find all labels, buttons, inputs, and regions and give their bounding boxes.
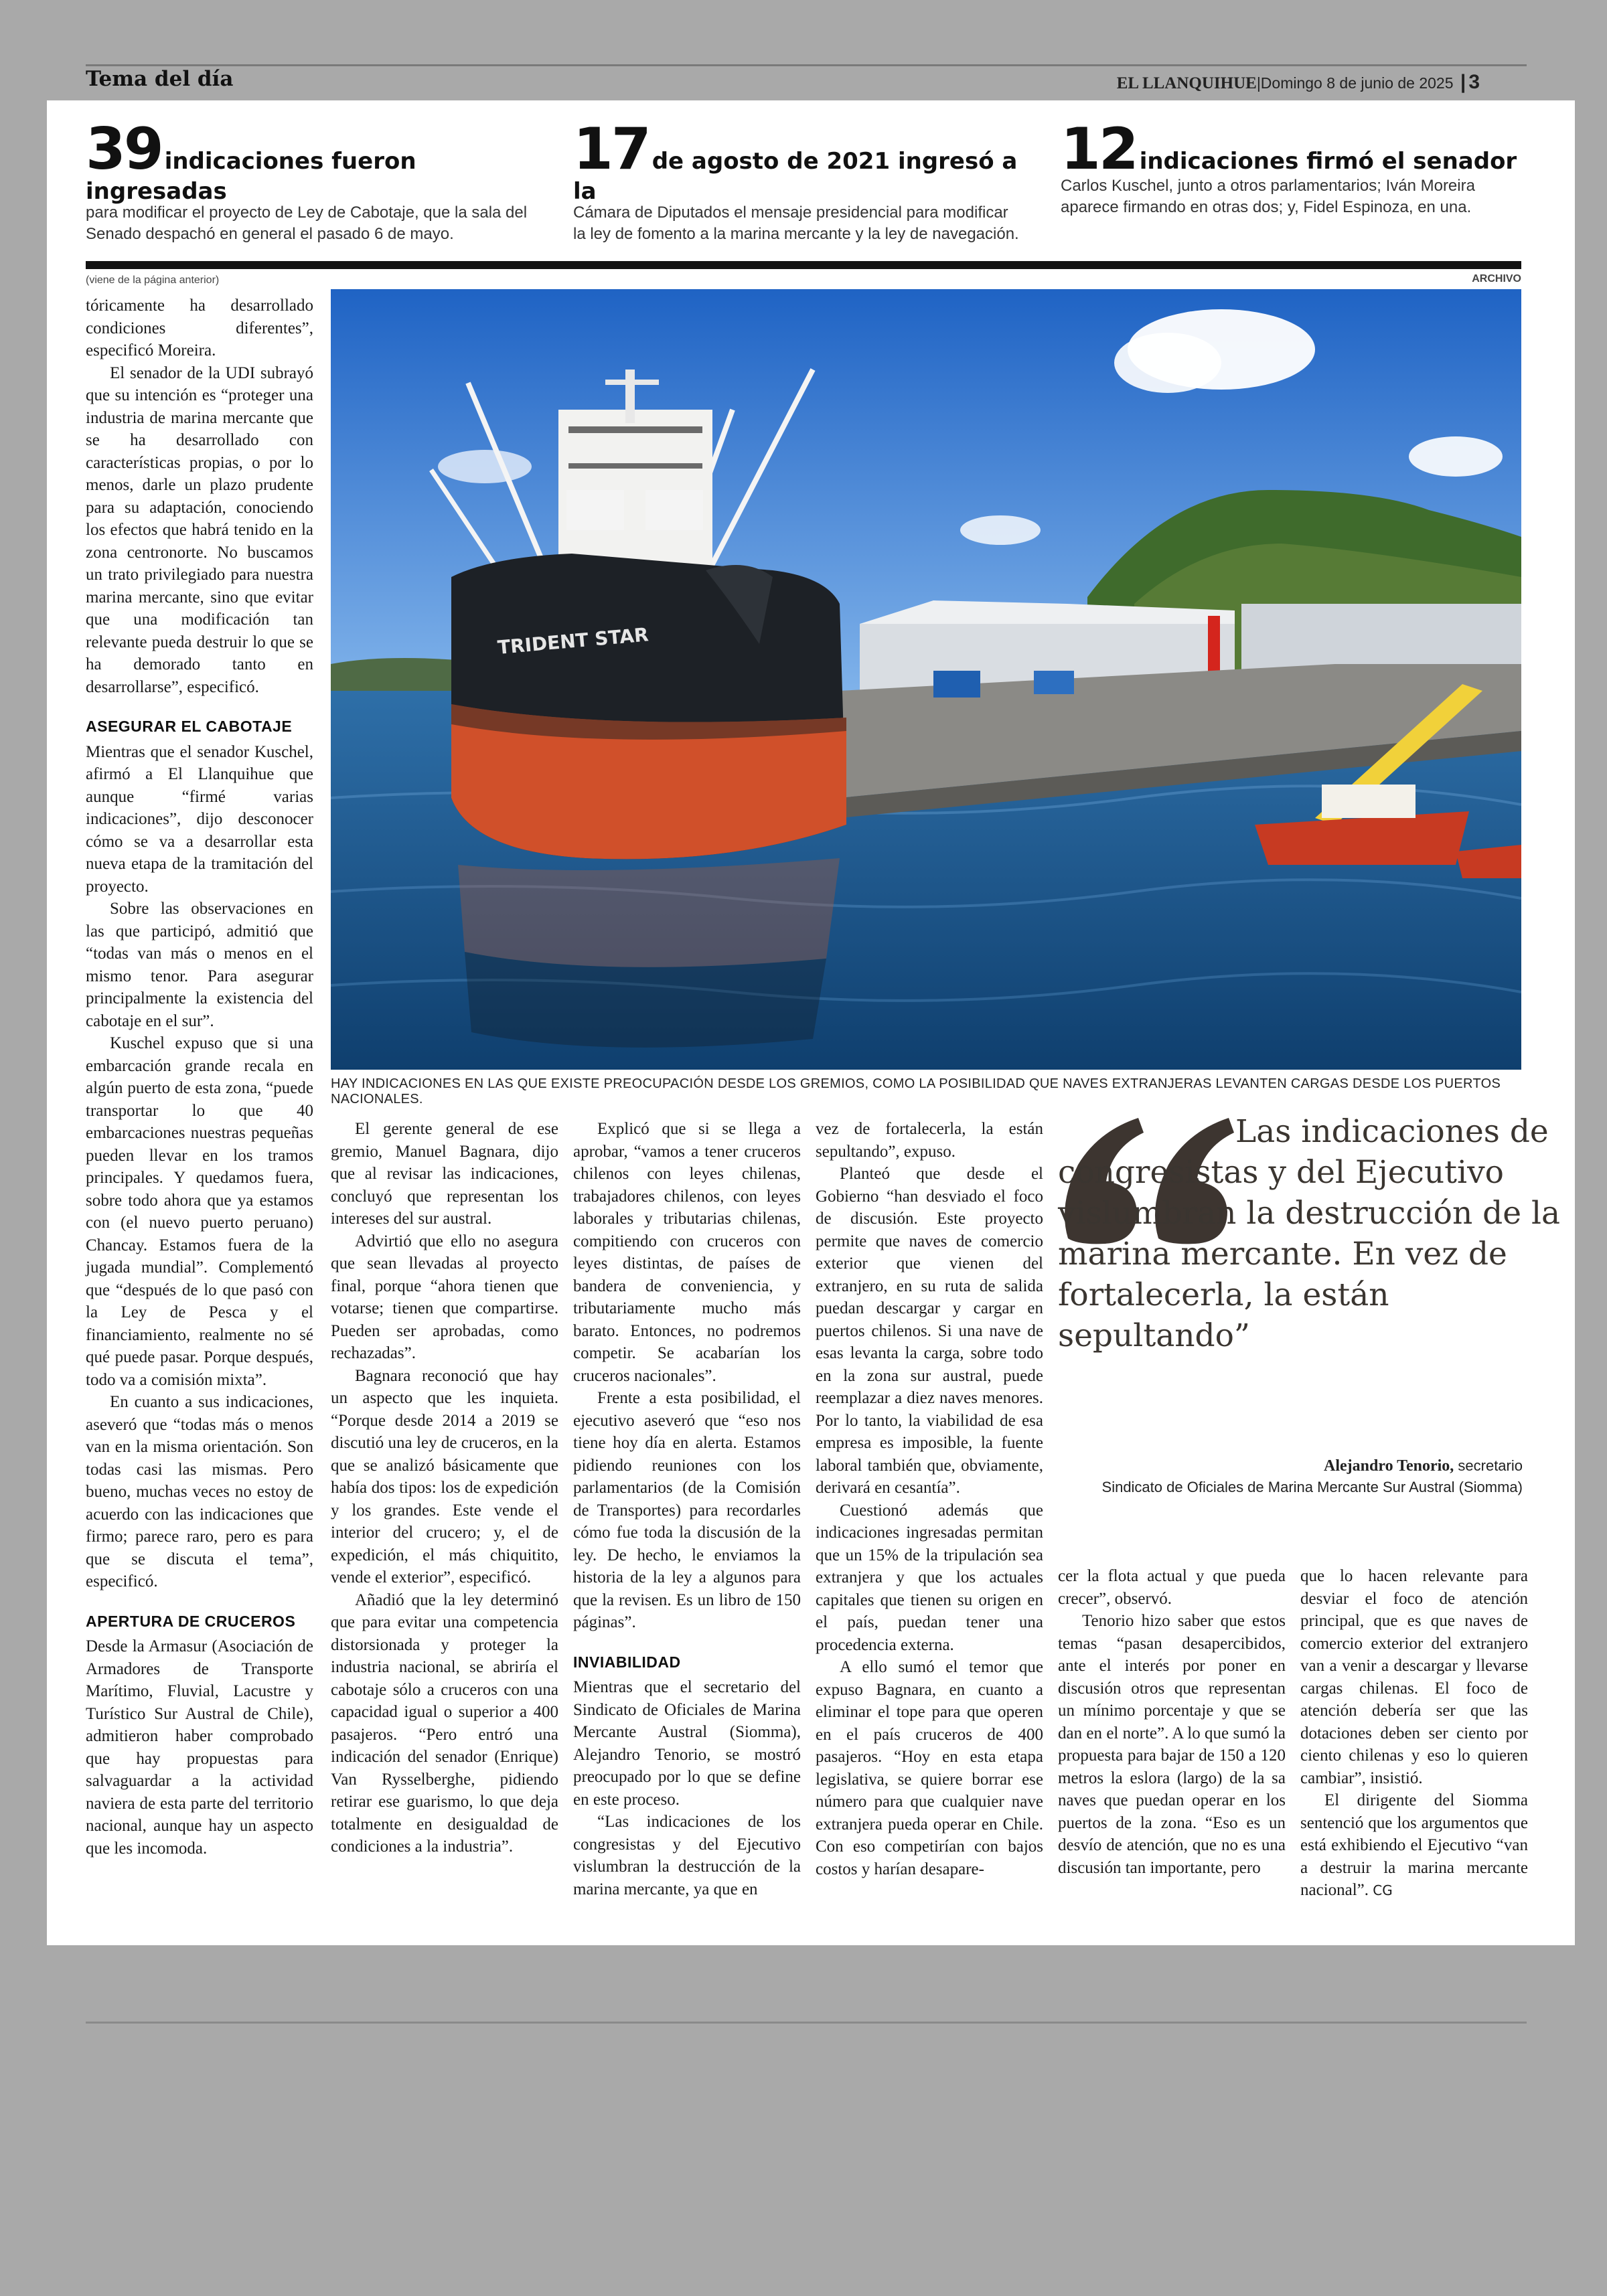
fact-detail-line: para modificar el proyecto de Ley de Cabotaje, que la sala del	[86, 203, 528, 222]
closing-text: El dirigente del Siomma sentenció que los argumentos que está exhibiendo el Ejecutivo “van a destruir la marina mercante nacional”.	[1300, 1791, 1528, 1899]
fact-lead: indicaciones fueron ingresadas	[86, 148, 416, 205]
paragraph: Añadió que la ley determinó que para evitar una competencia distorsionada y proteger la industria nacional, se abriría el cabotaje sólo a cruceros con una capacidad igual o superior a 400 pasajeros. “Pero entró una indicación del senador (Enrique) Van Rysselberghe, pidiendo retirar ese guarismo, lo que deja totalmente en desigualdad de condiciones a la industria”.	[331, 1590, 558, 1856]
header-separator: |	[1256, 74, 1261, 92]
paragraph	[1300, 1789, 1528, 1902]
ship-photo	[331, 289, 1521, 1070]
fact-number: 17	[573, 116, 649, 183]
paragraph: Mientras que el senador Kuschel, afirmó a El Llanquihue que aunque “firmé varias indicaciones”, dijo desconocer cómo se va a desarrollar esta nueva etapa de la tramitación del proyecto.	[86, 742, 313, 896]
article-column-6	[1300, 1565, 1528, 1902]
fact-detail-line: aparece firmando en otras dos; y, Fidel Espinoza, en una.	[1061, 198, 1472, 216]
paragraph: Sobre las observaciones en las que participó, admitió que “todas van más o menos en el mismo tenor. Para asegurar principalmente la existencia del cabotaje en el sur”.	[86, 900, 313, 1030]
newspaper-page	[47, 100, 1575, 1945]
paragraph: A ello sumó el temor que expuso Bagnara, en cuanto a eliminar el tope para que operen en el país cruceros de 400 pasajeros. “Hoy en esta etapa legislativa, se quiere borrar ese número para que cualquier nave extranjera pueda operar en Chile. Con eso competirían con bajos costos y harían desapare-	[816, 1658, 1043, 1878]
paragraph: En cuanto a sus indicaciones, aseveró que “todas más o menos van en la misma orientación. Son todas casi las mismas. Pero bueno, muchas veces no estoy de acuerdo con las indicaciones que firmo; parece raro, pero es para que se discuta el tema”, especificó.	[86, 1393, 313, 1590]
article-column-5	[1058, 1565, 1286, 1879]
publication-line	[1117, 71, 1480, 94]
paragraph: Desde la Armasur (Asociación de Armadores de Transporte Marítimo, Fluvial, Lacustre y Turístico Sur Austral de Chile), admitieron haber comprobado que hay propuestas para salvaguardar a la actividad naviera de esta parte del territorio nacional, aunque hay un aspecto que les incomoda.	[86, 1637, 313, 1858]
fact-detail-line: Cámara de Diputados el mensaje presidencial para modificar	[573, 203, 1008, 222]
paragraph: Explicó que si se llega a aprobar, “vamos a tener cruceros chilenos con leyes chilenas, trabajadores chilenos, con leyes laborales y tributarias chilenas, compitiendo con cruceros con leyes distintas, de países de bandera de conveniencia, y tributariamente mucho más barato. Entonces, no podremos competir. Se acabarían los cruceros nacionales”.	[573, 1120, 801, 1385]
fact-detail-line: Carlos Kuschel, junto a otros parlamentarios; Iván Moreira	[1061, 177, 1475, 195]
paragraph: que lo hacen relevante para desviar el foco de atención principal, que es que naves de comercio exterior del extranjero van a venir a descargar y llevarse cargas chilenas. El foco de atención debería ser que las dotaciones deben ser ciento por ciento chilenas y eso lo quieren cambiar”, insistió.	[1300, 1567, 1528, 1787]
article-column-3	[573, 1118, 801, 1900]
end-mark: CG	[1373, 1882, 1393, 1898]
fact-lead: de agosto de 2021 ingresó a la	[573, 148, 1018, 205]
issue-date: Domingo 8 de junio de 2025	[1260, 74, 1454, 92]
paragraph: Planteó que desde el Gobierno “han desviado el foco de discusión. Este proyecto permite que naves de comercio exterior que vienen del extranjero, en su ruta de salida puedan descargar y cargar en puertos chilenos. Si una nave de esas levanta la carga, sobre todo en la zona sur austral, puede reemplazar a diez naves menores. Por lo tanto, la viabilidad de esa empresa es imposible, la fuente laboral también que, obviamente, derivará en cesantía”.	[816, 1165, 1043, 1497]
paragraph: vez de fortalecerla, la están sepultando”, expuso.	[816, 1120, 1043, 1161]
section-divider	[86, 261, 1521, 269]
paragraph: Advirtió que ello no asegura que sean llevadas al proyecto final, porque “ahora tienen que votarse; tienen que compartirse. Pueden ser aprobadas, como rechazadas”.	[331, 1232, 558, 1362]
fact-detail	[573, 202, 1042, 245]
section-title: Tema del día	[86, 67, 234, 91]
fact-detail	[86, 202, 554, 245]
paragraph: Mientras que el secretario del Sindicato de Oficiales de Marina Mercante Austral (Siomma), Alejandro Tenorio, se mostró preocupado por lo que se define en este proceso.	[573, 1678, 801, 1809]
paragraph: Frente a esta posibilidad, el ejecutivo aseveró que “eso nos tiene hoy día en alerta. Estamos pidiendo reuniones con los parlamentarios (de la Comisión de Transportes) para recordarles cómo fue toda la discusión de la ley. De hecho, le enviamos la historia de la ley a algunos para que la revisen. Es un libro de 150 páginas”.	[573, 1389, 801, 1631]
quote-author-role: secretario	[1454, 1457, 1523, 1474]
photo-credit: ARCHIVO	[1472, 273, 1521, 284]
fact-lead: indicaciones firmó el senador	[1139, 148, 1517, 175]
fact-box	[86, 116, 554, 245]
paragraph: Kuschel expuso que si una embarcación grande recala en algún puerto de esta zona, “puede transportar lo que 40 embarcaciones nuestras pequeñas pueden llevar en los tramos principales. Y quedamos fuera, sobre todo ahora que ya estamos con (el nuevo puerto peruano) Chancay. Estamos fuera de la jugada mundial”. Complementó que “después de lo que pasó con la Ley de Pesca y el financiamiento, realmente no sé qué puede pasar. Porque después, todo va a comisión mixta”.	[86, 1034, 313, 1389]
footer-rule	[86, 2022, 1527, 2024]
continued-note: (viene de la página anterior)	[86, 274, 220, 286]
paragraph: Bagnara reconoció que hay un aspecto que les inquieta. “Porque desde 2014 a 2019 se discutió una ley de cruceros, en la que se analizó básicamente que había dos tipos: los de expedición y los grandes. Este vende el interior del crucero; y, el de expedición, el más chiquitito, vende el exterior”, especificó.	[331, 1366, 558, 1586]
subheading: INVIABILIDAD	[573, 1653, 681, 1671]
fact-detail	[1061, 175, 1529, 218]
subheading: APERTURA DE CRUCEROS	[86, 1612, 296, 1630]
header-rule	[86, 64, 1527, 66]
ship-illustration	[331, 289, 1521, 1070]
fact-box	[573, 116, 1042, 245]
page-separator: |	[1460, 71, 1466, 93]
quote-attribution	[1102, 1455, 1523, 1498]
paragraph: Tenorio hizo saber que estos temas “pasan desapercibidos, ante el interés por poner en discusión otros que representan un mínimo porcentaje y que se dan en el norte”. A lo que sumó la propuesta para bajar de 150 a 120 metros la eslora (largo) de la sa naves que puedan operar en los puertos de la zona. “Eso es un desvío de atención, que no es una discusión tan importante, pero	[1058, 1612, 1286, 1877]
quote-author-org: Sindicato de Oficiales de Marina Mercante Sur Austral (Siomma)	[1101, 1479, 1523, 1495]
fact-box	[1061, 116, 1529, 218]
article-column-4	[816, 1118, 1043, 1880]
newspaper-name: EL LLANQUIHUE	[1116, 74, 1257, 92]
quote-indent	[1058, 1141, 1235, 1142]
photo-caption: HAY INDICACIONES EN LAS QUE EXISTE PREOCUPACIÓN DESDE LOS GREMIOS, COMO LA POSIBILIDAD QUE NAVES EXTRANJERAS LEVANTEN CARGAS DESDE LOS PUERTOS NACIONALES.	[331, 1076, 1501, 1106]
ship-name: TRIDENT STAR	[496, 623, 649, 659]
paragraph: “Las indicaciones de los congresistas y del Ejecutivo vislumbran la destrucción de la marina mercante, ya que en	[573, 1813, 801, 1898]
paragraph: tóricamente ha desarrollado condiciones diferentes”, especificó Moreira.	[86, 297, 313, 359]
article-column-1	[86, 295, 313, 1860]
pull-quote	[1058, 1111, 1567, 1356]
pull-quote-text: Las indicaciones de congresistas y del Ejecutivo vislumbran la destrucción de la marina mercante. En vez de fortalecerla, la están sepultando”	[1058, 1113, 1561, 1354]
paragraph: cer la flota actual y que pueda crecer”, observó.	[1058, 1567, 1286, 1608]
paragraph: El gerente general de ese gremio, Manuel Bagnara, dijo que al revisar las indicaciones, concluyó que representan los intereses del sur austral.	[331, 1120, 558, 1228]
quote-author-line	[1102, 1455, 1523, 1477]
page-number: 3	[1468, 71, 1480, 93]
fact-number: 12	[1061, 116, 1137, 183]
paragraph: Cuestionó además que indicaciones ingresadas permitan que un 15% de la tripulación sea extranjera y que los actuales capitales que tienen su origen en el país, puedan tener una procedencia externa.	[816, 1501, 1043, 1654]
article-column-2	[331, 1118, 558, 1858]
key-facts	[86, 116, 1536, 248]
quote-author: Alejandro Tenorio,	[1324, 1457, 1454, 1475]
paragraph: El senador de la UDI subrayó que su intención es “proteger una industria de marina mercante que se ha desarrollado con características propias, o por lo menos, darle un plazo prudente para su adaptación, conociendo los efectos que habrá tenido en la zona centronorte. No buscamos un trato privilegiado para nuestra marina mercante, sino que evitar que una modificación tan relevante pueda destruir lo que se ha demorado tanto en desarrollarse”, especificó.	[86, 363, 313, 696]
fact-detail-line: Senado despachó en general el pasado 6 de mayo.	[86, 225, 454, 243]
fact-detail-line: la ley de fomento a la marina mercante y la ley de navegación.	[573, 225, 1019, 243]
subheading: ASEGURAR EL CABOTAJE	[86, 718, 293, 735]
fact-number: 39	[86, 116, 162, 183]
